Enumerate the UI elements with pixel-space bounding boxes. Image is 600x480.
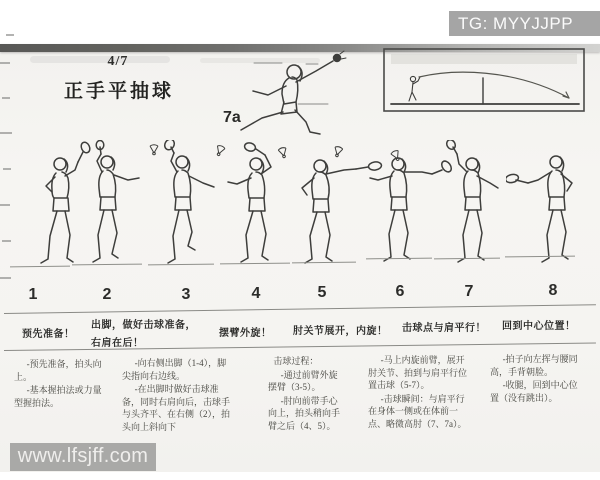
sequence-number-8: 8 — [548, 282, 558, 299]
page-title: 正手平抽球 — [64, 81, 175, 102]
phase-caption-1: 预先准备！ — [22, 329, 75, 340]
sequence-number-3: 3 — [181, 286, 191, 303]
scan-mark — [0, 132, 12, 134]
scan-mark — [0, 204, 10, 206]
phase-caption-6: 回到中心位置！ — [502, 321, 576, 332]
phase-caption-2-line1: 出脚，做好击球准备， — [91, 320, 196, 331]
trajectory-inset — [383, 48, 585, 112]
scan-mark — [0, 62, 10, 64]
scan-mark — [0, 277, 11, 279]
note: -预先准备，拍头向上。 — [14, 359, 102, 382]
inset-figure-label: 7a — [223, 109, 241, 126]
tg-watermark: TG: MYYJJPP — [449, 11, 600, 36]
scan-mark — [3, 168, 11, 170]
note: -向右侧出脚（1-4），脚尖指向右边线。 — [122, 358, 227, 381]
sequence-number-4: 4 — [251, 285, 261, 302]
sequence-number-7: 7 — [464, 283, 474, 300]
note-heading: 击球过程： — [273, 356, 319, 366]
sequence-number-1: 1 — [28, 286, 38, 303]
phase-caption-5: 击球点与肩平行！ — [402, 323, 486, 334]
phase-caption-2 — [91, 316, 196, 349]
note: -通过前臂外旋摆臂（3-5）。 — [268, 369, 338, 392]
note: -拍子向左挥与腰同高，手背朝脸。 — [490, 354, 578, 377]
notes-column-1 — [14, 358, 106, 410]
player-figure-8 — [506, 140, 600, 280]
note: -马上内旋前臂，展开肘关节、拍到与肩平行位置击球（5-7）。 — [368, 355, 468, 390]
scan-mark — [6, 34, 14, 36]
phase-caption-4: 肘关节展开，内旋！ — [293, 326, 388, 337]
note: -击球瞬间：与肩平行在身体一侧或在体前一点、略微高肘（7、7a）。 — [368, 393, 467, 429]
player-figure-3 — [148, 140, 228, 280]
note: -基本握拍法或力量型握拍法。 — [14, 385, 102, 408]
page-number: 4/7 — [107, 54, 129, 69]
scan-mark — [2, 240, 11, 242]
notes-column-4 — [368, 354, 470, 431]
sequence-number-2: 2 — [102, 286, 112, 303]
notes-column-2 — [122, 357, 232, 434]
sequence-number-6: 6 — [395, 283, 405, 300]
phase-caption-3: 摆臂外旋！ — [219, 328, 272, 339]
notes-column-3 — [268, 355, 342, 433]
player-figure-2 — [74, 140, 154, 280]
scan-mark — [2, 97, 10, 99]
note: -肘向前带手心向上，拍头稍向手臂之后（4、5）。 — [268, 395, 341, 431]
sequence-number-5: 5 — [317, 284, 327, 301]
site-watermark: www.lfsjff.com — [10, 443, 156, 471]
note: -收腿，回到中心位置（没有跳出）。 — [490, 380, 578, 403]
phase-caption-2-line2: 右肩在后！ — [91, 338, 144, 349]
note: -在出脚时做好击球准备，同时右肩向后，击球手与头齐平、在右侧（2），拍头向上斜向下 — [122, 384, 231, 432]
notes-column-5 — [490, 353, 578, 405]
demo-figure-7a — [240, 46, 355, 138]
